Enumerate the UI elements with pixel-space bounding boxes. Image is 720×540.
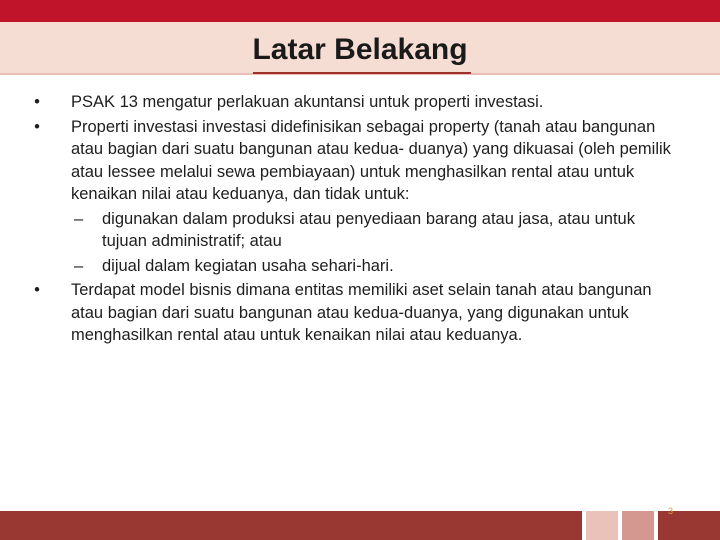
bullet-text: PSAK 13 mengatur perlakuan akuntansi untuk properti investasi. xyxy=(71,93,544,111)
slide-content xyxy=(30,91,680,349)
bullet-dot-icon: • xyxy=(34,281,40,299)
bullet-text: Terdapat model bisnis dimana entitas memiliki aset selain tanah atau bangunan atau bagian dari suatu bangunan atau kedua-duanya, yang digunakan untuk menghasilkan rental atau untuk kenaikan nilai atau keduanya. xyxy=(71,281,652,344)
top-accent-bar xyxy=(0,0,720,22)
bullet-dot-icon: • xyxy=(34,117,40,136)
bullet-text: Properti investasi investasi didefinisikan sebagai property (tanah atau bangunan atau bagian dari suatu bangunan atau kedua- duanya) yang dikuasai (oleh pemilik atau lessee melalui sewa pembiayaan) untuk menghasilkan rental atau untuk kenaikan nilai atau keduanya, dan tidak untuk: xyxy=(71,117,671,203)
footer-block-mid xyxy=(622,511,654,540)
page-number: 3 xyxy=(668,506,674,516)
dash-icon: – xyxy=(74,209,84,228)
bullet-dot-icon: • xyxy=(34,93,40,111)
bullet-item xyxy=(30,91,680,114)
sub-bullet-item xyxy=(30,208,680,253)
sub-bullet-text: digunakan dalam produksi atau penyediaan barang atau jasa, atau untuk tujuan administratif; atau xyxy=(102,209,635,250)
footer-bar xyxy=(0,511,720,540)
footer-block-light xyxy=(586,511,618,540)
sub-bullet-text: dijual dalam kegiatan usaha sehari-hari. xyxy=(102,256,394,275)
footer-block-dark xyxy=(0,511,582,540)
title-underline xyxy=(253,72,471,74)
bullet-item xyxy=(30,279,680,347)
sub-bullet-item xyxy=(30,255,680,278)
bullet-item xyxy=(30,116,680,206)
dash-icon: – xyxy=(74,256,84,275)
slide-title: Latar Belakang xyxy=(252,33,468,66)
